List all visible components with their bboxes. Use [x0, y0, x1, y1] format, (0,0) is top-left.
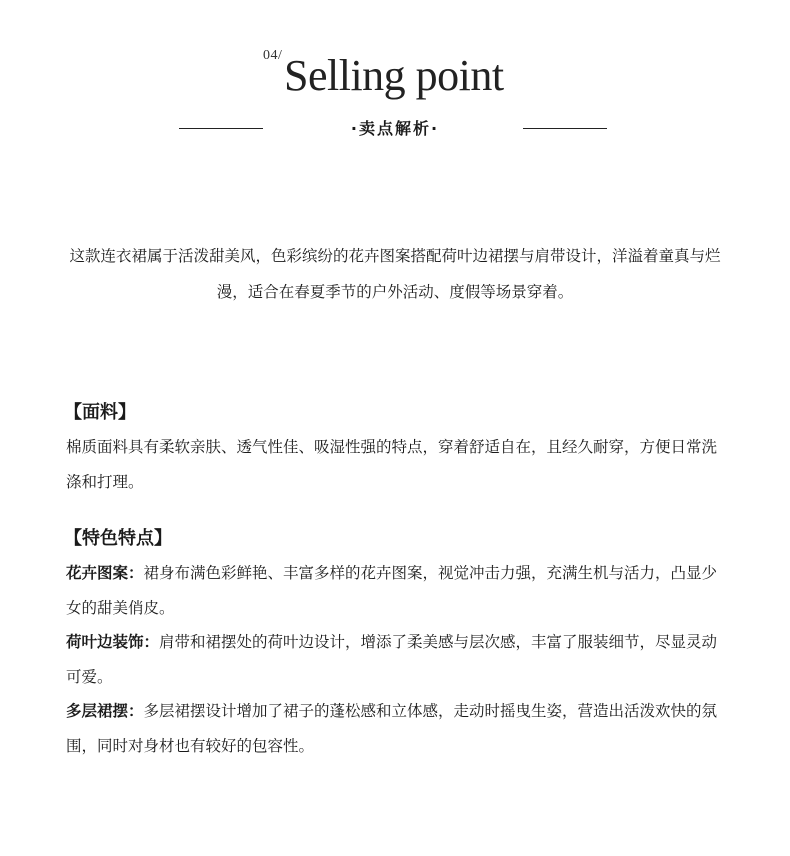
feature-label: 荷叶边装饰：	[66, 633, 160, 651]
feature-label: 多层裙摆：	[66, 702, 144, 720]
features-section	[66, 524, 730, 763]
feature-text: 裙身布满色彩鲜艳、丰富多样的花卉图案，视觉冲击力强，充满生机与活力，凸显少女的甜美俏皮。	[66, 564, 718, 617]
page-title: Selling point	[284, 51, 504, 100]
fabric-title: 【面料】	[64, 402, 136, 423]
divider-right	[523, 128, 607, 129]
selling-point-header	[0, 40, 790, 150]
section-number: 04/	[263, 48, 283, 63]
intro-paragraph: 这款连衣裙属于活泼甜美风，色彩缤纷的花卉图案搭配荷叶边裙摆与肩带设计，洋溢着童真与烂漫，适合在春夏季节的户外活动、度假等场景穿着。	[69, 247, 721, 301]
fabric-section	[66, 398, 730, 499]
feature-item-floral	[66, 556, 730, 625]
feature-item-ruffle	[66, 625, 730, 694]
features-title: 【特色特点】	[64, 528, 172, 549]
fabric-text: 棉质面料具有柔软亲肤、透气性佳、吸湿性强的特点，穿着舒适自在，且经久耐穿，方便日常洗涤和打理。	[66, 438, 718, 491]
feature-label: 花卉图案：	[66, 564, 144, 582]
feature-text: 多层裙摆设计增加了裙子的蓬松感和立体感，走动时摇曳生姿，营造出活泼欢快的氛围，同时对身材也有较好的包容性。	[66, 702, 718, 755]
page-subtitle: ·卖点解析·	[350, 119, 440, 138]
feature-item-tiered-skirt	[66, 694, 730, 763]
feature-text: 肩带和裙摆处的荷叶边设计，增添了柔美感与层次感，丰富了服装细节，尽显灵动可爱。	[66, 633, 718, 686]
